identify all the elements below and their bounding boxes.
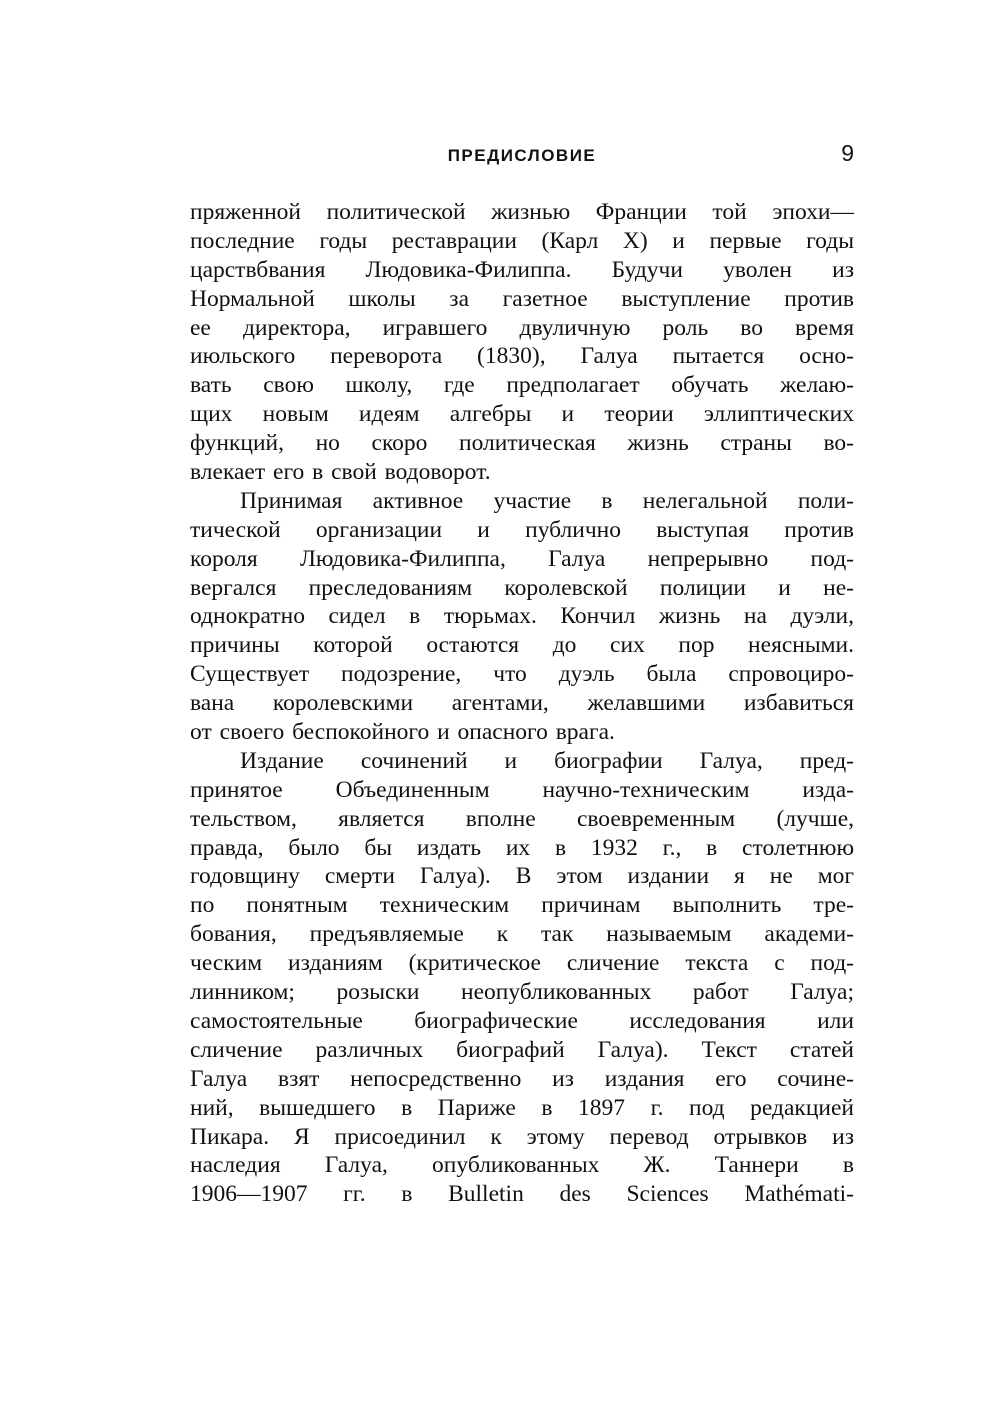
text-line: годовщину смерти Галуа). В этом издании я не мог <box>190 863 854 890</box>
text-line: линником; розыски неопубликованных работ Галуа; <box>190 979 854 1006</box>
running-head <box>190 140 854 176</box>
text-line: ее директора, игравшего двуличную роль во время <box>190 314 854 341</box>
text-line: Издание сочинений и биографии Галуа, пред- <box>240 747 854 774</box>
text-line: пряженной политической жизнью Франции той эпохи— <box>190 199 854 225</box>
text-line: вергался преследованиям королевской полиции и не- <box>190 574 854 601</box>
text-line: принятое Объединенным научно-техническим изда- <box>190 776 854 803</box>
text-line: царствбвания Людовика-Филиппа. Будучи уволен из <box>190 256 854 283</box>
text-line: наследия Галуа, опубликованных Ж. Таннери в <box>190 1152 854 1179</box>
text-line: тельством, является вполне своевременным (лучше, <box>190 805 854 832</box>
text-line: тической организации и публично выступая против <box>190 516 854 543</box>
text-line: причины которой остаются до сих пор неясными. <box>190 632 854 659</box>
paragraph <box>190 747 854 1209</box>
text-line: щих новым идеям алгебры и теории эллиптических <box>190 401 854 428</box>
text-line: ческим изданиям (критическое сличение текста с под- <box>190 950 854 977</box>
text-line: вать свою школу, где предполагает обучать желаю- <box>190 372 854 399</box>
text-line: Существует подозрение, что дуэль была спровоциро- <box>190 661 854 688</box>
text-line: Пикара. Я присоединил к этому перевод отрывков из <box>190 1123 854 1150</box>
text-line: 1906—1907 гг. в Bulletin des Sciences Mathémati- <box>190 1181 854 1208</box>
text-line: сличение различных биографий Галуа). Текст статей <box>190 1036 854 1063</box>
text-line: влекает его в свой водоворот. <box>190 459 491 486</box>
text-line: ний, вышедшего в Париже в 1897 г. под редакцией <box>190 1094 854 1121</box>
text-line: бования, предъявляемые к так называемым академи- <box>190 921 854 948</box>
text-line: вана королевскими агентами, желавшими избавиться <box>190 690 854 717</box>
text-line: Нормальной школы за газетное выступление против <box>190 285 854 312</box>
paragraph <box>190 487 854 747</box>
page-number: 9 <box>841 140 854 166</box>
running-title: ПРЕДИСЛОВИЕ <box>447 146 597 165</box>
text-line: функций, но скоро политическая жизнь страны во- <box>190 430 854 457</box>
text-line: правда, было бы издать их в 1932 г., в столетнюю <box>190 834 854 861</box>
body-text <box>190 198 854 1209</box>
text-line: Принимая активное участие в нелегальной поли- <box>240 487 854 514</box>
text-line: самостоятельные биографические исследования или <box>190 1007 854 1034</box>
text-line: короля Людовика-Филиппа, Галуа непрерывно под- <box>190 545 854 572</box>
text-line: последние годы реставрации (Карл X) и первые годы <box>190 227 854 254</box>
text-line: июльского переворота (1830), Галуа пытается осно- <box>190 343 854 370</box>
paragraph <box>190 198 854 487</box>
text-line: Галуа взят непосредственно из издания его сочине- <box>190 1065 854 1092</box>
text-line: однократно сидел в тюрьмах. Кончил жизнь на дуэли, <box>190 603 854 630</box>
text-line: от своего беспокойного и опасного врага. <box>190 719 615 746</box>
text-line: по понятным техническим причинам выполнить тре- <box>190 892 854 919</box>
